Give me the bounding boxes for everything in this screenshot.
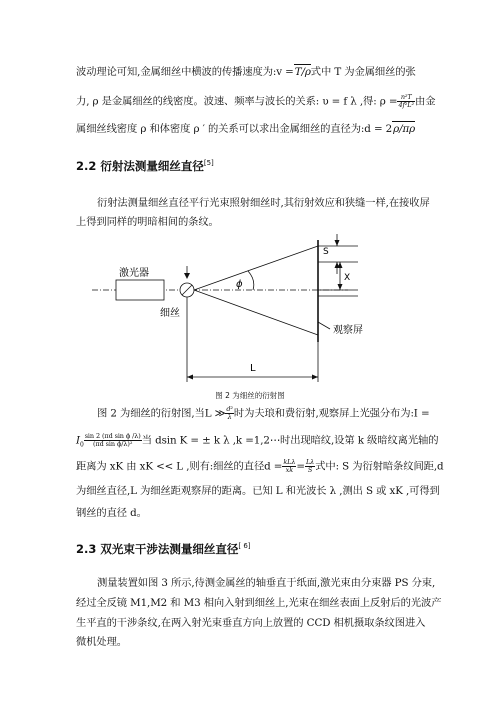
- text-span: 图 2 为细丝的衍射图,当L ≫: [97, 407, 226, 420]
- text-span: 距离为 xK 由 xK << L ,则有:细丝的直径d =: [76, 460, 283, 473]
- fraction-formula: [305, 459, 315, 474]
- text-span: =: [296, 460, 305, 473]
- fraction-formula: [397, 94, 415, 109]
- para1-line1: [76, 64, 428, 79]
- ray-lower: [194, 290, 318, 335]
- reference-mark: [ 6]: [238, 542, 251, 551]
- fraction-denominator: λ: [227, 413, 232, 421]
- text-span: 由金: [415, 95, 436, 108]
- fraction-numerator: d²: [226, 405, 233, 413]
- fraction-denominator: xk: [285, 466, 294, 474]
- heading-text: 2.2 衍射法测量细丝直径: [76, 159, 204, 173]
- fraction-formula: [282, 459, 296, 474]
- intensity-symbol: I: [76, 434, 80, 447]
- section23-para-line1: 测量装置如图 3 所示,待测金属丝的轴垂直于纸面,激光束由分束器 PS 分束,: [97, 577, 436, 589]
- section23-para-line4: 微机处理。: [76, 636, 127, 648]
- fiber-label: 细丝: [160, 308, 180, 319]
- para2-line5: 钢丝的直径 d。: [76, 507, 147, 519]
- fraction-numerator: Lλ: [305, 458, 315, 466]
- arrowhead-l-right: [312, 375, 318, 380]
- section-heading-2-2: [76, 158, 214, 174]
- x-label: X: [344, 273, 351, 283]
- phi-label: ϕ: [236, 279, 243, 290]
- text-span: 时为夫琅和费衍射,观察屏上光强分布为:I =: [233, 407, 430, 420]
- sqrt-formula: T/ρ: [294, 66, 311, 78]
- diffraction-figure: [0, 232, 500, 392]
- text-span: 波动理论可知,金属细丝中横波的传播速度为:v =: [76, 66, 294, 78]
- para1-line3: [76, 121, 428, 136]
- reference-mark: [5]: [203, 159, 214, 168]
- fraction-denominator: S: [307, 466, 313, 474]
- section22-para-line2: 上得到同样的明暗相间的条纹。: [76, 216, 219, 228]
- arrowhead-s-top: [335, 240, 340, 246]
- sqrt-formula: ρ/πρ: [393, 123, 416, 135]
- text-span: 式中 T 为金属细丝的张: [310, 66, 416, 78]
- text-span: 式中: S 为衍射暗条纹间距,d: [315, 460, 444, 473]
- fraction-numerator: sin 2 (πd sin ϕ /λ): [84, 432, 141, 440]
- section22-para-line1: 衍射法测量细丝直径平行光束照射细丝时,其衍射效应和狭缝一样,在接收屏: [97, 197, 430, 209]
- para2-line4: 为细丝直径,L 为细丝距观察屏的距离。已知 L 和光波长 λ ,测出 S 或 xK ,可得到: [76, 485, 440, 497]
- arrowhead-x-bottom: [338, 284, 343, 290]
- section23-para-line2: 经过全反镜 M1,M2 和 M3 相向入射到细丝上,光束在细丝表面上反射后的光波产: [76, 597, 442, 609]
- s-label: S: [323, 247, 329, 257]
- para2-line3: [76, 458, 444, 474]
- heading-text: 2.3 双光束干涉法测量细丝直径: [76, 542, 239, 556]
- text-span: 属细丝线密度 ρ 和体密度 ρ ′ 的关系可以求出金属细丝的直径为:d = 2: [76, 123, 393, 135]
- fraction-numerator: n²T: [397, 94, 415, 102]
- para2-line1: [97, 406, 428, 421]
- para2-line2: $I_0$ $\frac{\text{sin 2 (πd sin ϕ /λ)}}{\text{(πd sin ϕ/λ)²}}$ 当 dsin K = ± k λ ,k =1,2⋯时出现暗纹,设第 k 级暗纹离光轴的: [76, 432, 439, 449]
- laser-label: 激光器: [119, 268, 149, 279]
- ray-upper: [194, 246, 318, 290]
- para1-line2: [76, 93, 436, 109]
- screen-label: 观察屏: [333, 325, 363, 336]
- angle-arc: [248, 271, 254, 290]
- fraction-numerator: kLλ: [283, 458, 296, 466]
- figure-caption: 图 2 为细丝的衍射图: [215, 391, 285, 400]
- arrowhead-fiber-marker: [184, 273, 190, 279]
- fraction-formula: [84, 433, 142, 448]
- fraction-denominator: 4f²L²: [398, 101, 415, 109]
- fraction-formula: [225, 406, 234, 421]
- laser-box: [116, 280, 164, 300]
- arrowhead-l-left: [187, 375, 193, 380]
- text-span: 当 dsin K = ± k λ ,k =1,2⋯时出现暗纹,设第 k 级暗纹离光轴的: [141, 434, 439, 447]
- section23-para-line3: 生平直的干涉条纹,在两入射光束垂直方向上放置的 CCD 相机摄取条纹图进入: [76, 617, 426, 629]
- l-label: L: [250, 363, 256, 374]
- screen-leader: [318, 322, 330, 329]
- text-span: 力, ρ 是金属细丝的线密度。波速、频率与波长的关系: υ = f λ ,得: ρ =: [76, 95, 398, 108]
- fraction-denominator: (πd sin ϕ/λ)²: [93, 440, 133, 448]
- section-heading-2-3: [76, 541, 251, 557]
